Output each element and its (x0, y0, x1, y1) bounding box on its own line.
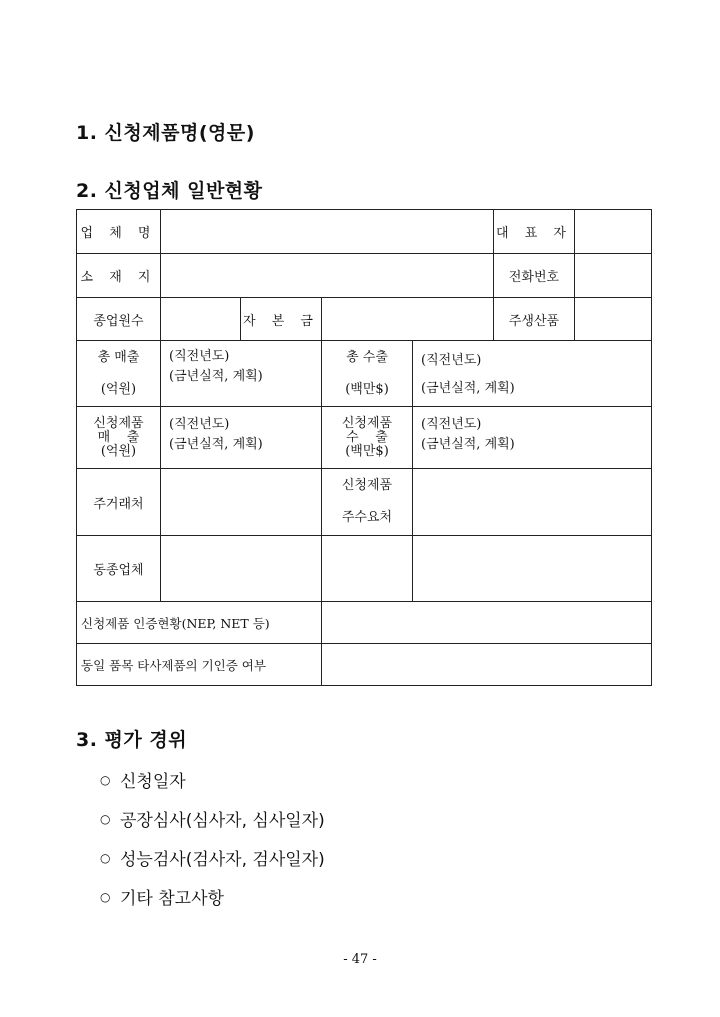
total-sales-field[interactable] (161, 341, 322, 407)
section-2-heading: 2. 신청업체 일반현황 (76, 180, 263, 202)
app-sales-label-line1: 신청제품 (93, 415, 144, 431)
app-sales-label-line2: 매 출 (97, 429, 140, 445)
competitors-field-2[interactable] (322, 536, 413, 602)
representative-label: 대 표 자 (494, 210, 575, 253)
main-customers-field[interactable] (161, 469, 322, 536)
main-products-label: 주생산품 (494, 298, 575, 340)
app-demand-label-line1: 신청제품 (341, 478, 393, 493)
list-item (100, 877, 325, 916)
competitors-label: 동종업체 (77, 536, 161, 602)
app-export-this-year: (금년실적, 계획) (421, 437, 515, 452)
circle-bullet-icon: ○ (100, 889, 111, 904)
competitors-field-1[interactable] (161, 536, 322, 602)
section-3-heading: 3. 평가 경위 (76, 729, 188, 751)
phone-field[interactable] (575, 254, 651, 297)
capital-field[interactable] (322, 298, 494, 341)
total-sales-prev-year: (직전년도) (169, 349, 230, 364)
main-products-field[interactable] (575, 298, 651, 340)
circle-bullet-icon: ○ (100, 772, 111, 787)
list-item-text: 성능검사(검사자, 검사일자) (120, 850, 325, 870)
main-products-cell (494, 298, 652, 341)
circle-bullet-icon: ○ (100, 850, 111, 865)
representative-cell (494, 210, 652, 254)
certifications-field[interactable] (322, 602, 652, 644)
list-item (100, 799, 325, 838)
competitors-field-3[interactable] (413, 536, 652, 602)
app-sales-prev-year: (직전년도) (169, 417, 230, 432)
section-1-heading: 1. 신청제품명(영문) (76, 122, 255, 144)
total-sales-label-line1: 총 매출 (97, 349, 140, 365)
evaluation-list (100, 760, 325, 916)
representative-field[interactable] (575, 210, 651, 253)
page-number: - 47 - (343, 952, 377, 967)
total-export-label (322, 341, 413, 407)
app-export-label-line3: (백만$) (345, 443, 389, 459)
certifications-label: 신청제품 인증현황(NEP, NET 등) (77, 602, 322, 644)
app-sales-field[interactable] (161, 407, 322, 469)
app-export-field[interactable] (413, 407, 652, 469)
list-item-text: 신청일자 (120, 772, 186, 792)
employees-field[interactable] (161, 298, 241, 341)
list-item-text: 공장심사(심사자, 심사일자) (120, 811, 325, 831)
list-item-text: 기타 참고사항 (120, 889, 224, 909)
app-export-label-line1: 신청제품 (341, 415, 393, 431)
company-name-label: 업 체 명 (77, 210, 161, 254)
total-export-field[interactable] (413, 341, 652, 407)
app-sales-this-year: (금년실적, 계획) (169, 437, 263, 452)
app-demand-label (322, 469, 413, 536)
list-item (100, 760, 325, 799)
app-sales-label-line3: (억원) (100, 443, 137, 459)
total-sales-label (77, 341, 161, 407)
app-export-label (322, 407, 413, 469)
total-sales-label-line2: (억원) (100, 381, 137, 397)
app-export-label-line2: 수 출 (346, 429, 388, 445)
similar-cert-label: 동일 품목 타사제품의 기인증 여부 (77, 644, 322, 686)
total-export-this-year: (금년실적, 계획) (421, 381, 515, 396)
company-name-field[interactable] (161, 210, 494, 254)
app-demand-label-line2: 주수요처 (341, 510, 393, 525)
total-sales-this-year: (금년실적, 계획) (169, 369, 263, 384)
total-export-label-line2: (백만$) (345, 381, 389, 397)
company-overview-table (76, 209, 652, 686)
similar-cert-field[interactable] (322, 644, 652, 686)
phone-cell (494, 254, 652, 298)
app-demand-field[interactable] (413, 469, 652, 536)
capital-label: 자 본 금 (241, 298, 322, 341)
address-label: 소 재 지 (77, 254, 161, 298)
circle-bullet-icon: ○ (100, 811, 111, 826)
address-field[interactable] (161, 254, 494, 298)
list-item (100, 838, 325, 877)
total-export-prev-year: (직전년도) (421, 353, 482, 368)
main-customers-label: 주거래처 (77, 469, 161, 536)
phone-label: 전화번호 (494, 254, 575, 297)
employees-label: 종업원수 (77, 298, 161, 341)
total-export-label-line1: 총 수출 (346, 349, 388, 365)
app-sales-label (77, 407, 161, 469)
app-export-prev-year: (직전년도) (421, 417, 482, 432)
